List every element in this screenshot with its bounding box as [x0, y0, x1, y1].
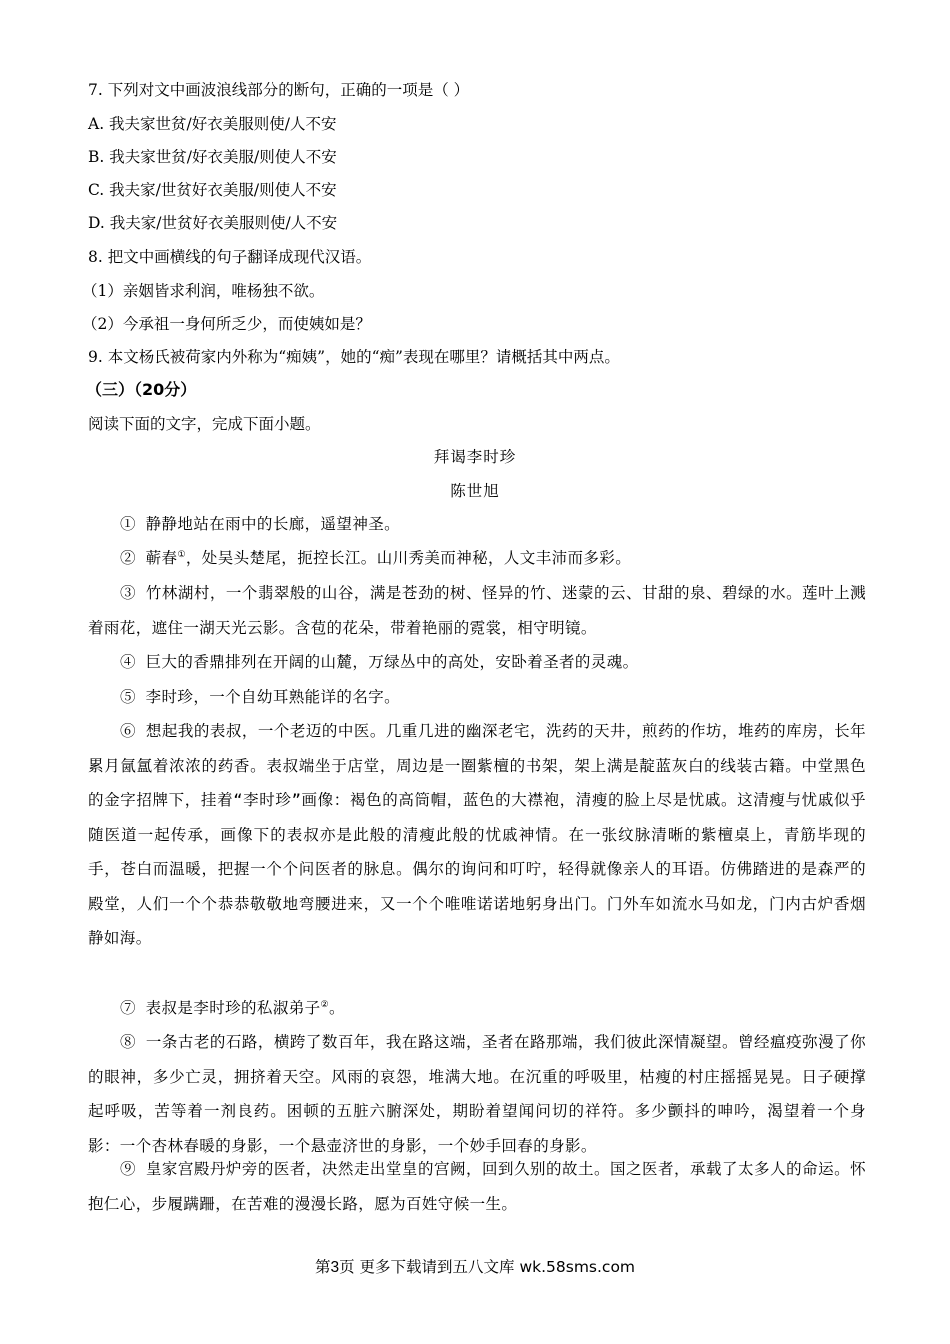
paragraph-2	[88, 541, 866, 576]
page-number: 3	[330, 1259, 340, 1276]
footnote-marker-1: ①	[177, 549, 186, 560]
paragraph-7	[88, 991, 866, 1026]
question-8-item-1: （1）亲姻皆求利润，唯杨独不欲。	[82, 282, 325, 300]
paragraph-2-text-start: ② 蕲春	[120, 549, 178, 567]
footer-download-note: 页 更多下载请到五八文库 wk.58sms.com	[339, 1258, 636, 1276]
paragraph-4: ④ 巨大的香鼎排列在开阔的山麓，万绿丛中的高处，安卧着圣者的灵魂。	[120, 653, 639, 671]
paragraph-5: ⑤ 李时珍，一个自幼耳熟能详的名字。	[120, 688, 401, 706]
section-heading: （三）（20分）	[86, 380, 197, 399]
footnote-marker-2: ②	[320, 999, 330, 1010]
paragraph-8: ⑧ 一条古老的石路，横跨了数百年，我在路这端，圣者在路那端，我们彼此深情凝望。曾经瘟疫弥漫了你的眼神，多少亡灵，拥挤着天空。风雨的哀怨，堆满大地。在沉重的呼吸里，枯瘦的村庄摇摇晃晃。日子硬撑起呼吸，苦等着一剂良药。困顿的五脏六腑深处，期盼着望闻问切的祥符。多少颤抖的呻吟，渴望着一个身影：一个杏林春暖的身影，一个悬壶济世的身影，一个妙手回春的身影。	[88, 1033, 866, 1155]
paragraph-2-text-end: ，处吴头楚尾，扼控长江。山川秀美而神秘，人文丰沛而多彩。	[185, 549, 632, 567]
footer-prefix: 第	[314, 1258, 331, 1276]
question-7-option-c: C. 我夫家/世贫好衣美服/则使人不安	[88, 181, 337, 199]
page-footer	[0, 1256, 950, 1279]
question-7-option-d: D. 我夫家/世贫好衣美服则使/人不安	[88, 214, 338, 232]
paragraph-3: ③ 竹林湖村，一个翡翠般的山谷，满是苍劲的树、怪异的竹、迷蒙的云、甘甜的泉、碧绿的水。莲叶上溅着雨花，遮住一湖天光云影。含苞的花朵，带着艳丽的霓裳，相守明镜。	[88, 584, 866, 637]
reading-instruction: 阅读下面的文字，完成下面小题。	[88, 415, 321, 433]
question-7-stem: 7. 下列对文中画波浪线部分的断句，正确的一项是（ ）	[88, 81, 470, 99]
question-7-option-a: A. 我夫家世贫/好衣美服则使/人不安	[88, 115, 337, 133]
paragraph-1: ① 静静地站在雨中的长廊，遥望神圣。	[120, 515, 401, 533]
article-author: 陈世旭	[450, 482, 500, 500]
paragraph-7-text-end: 。	[329, 999, 345, 1017]
paragraph-9: ⑨ 皇家宫殿丹炉旁的医者，决然走出堂皇的宫阙，回到久别的故土。国之医者，承载了太多人的命运。怀抱仁心，步履蹒跚，在苦难的漫漫长路，愿为百姓守候一生。	[88, 1160, 866, 1213]
question-9-stem: 9. 本文杨氏被荷家内外称为“痴姨”，她的“痴”表现在哪里？请概括其中两点。	[88, 348, 620, 366]
question-8-stem: 8. 把文中画横线的句子翻译成现代汉语。	[88, 248, 372, 266]
paragraph-6: ⑥ 想起我的表叔，一个老迈的中医。几重几进的幽深老宅，洗药的天井，煎药的作坊，堆药的库房，长年累月氤氲着浓浓的药香。表叔端坐于店堂，周边是一圈紫檀的书架，架上满是靛蓝灰白的线装古籍。中堂黑色的金字招牌下，挂着“李时珍”画像：褐色的高筒帽，蓝色的大襟袍，清瘦的脸上尽是忧戚。这清瘦与忧戚似乎随医道一起传承，画像下的表叔亦是此般的清瘦此般的忧戚神情。在一张纹脉清晰的紫檀桌上，青筋毕现的手，苍白而温暖，把握一个个问医者的脉息。偶尔的询问和叮咛，轻得就像亲人的耳语。仿佛踏进的是森严的殿堂，人们一个个恭恭敬敬地弯腰进来，又一个个唯唯诺诺地躬身出门。门外车如流水马如龙，门内古炉香烟静如海。	[88, 722, 866, 947]
question-8-item-2: （2）今承祖一身何所乏少，而使姨如是？	[82, 315, 371, 333]
question-7-option-b: B. 我夫家世贫/好衣美服/则使人不安	[88, 148, 337, 166]
paragraph-7-text-start: ⑦ 表叔是李时珍的私淑弟子	[120, 999, 321, 1017]
article-title: 拜谒李时珍	[433, 448, 517, 466]
